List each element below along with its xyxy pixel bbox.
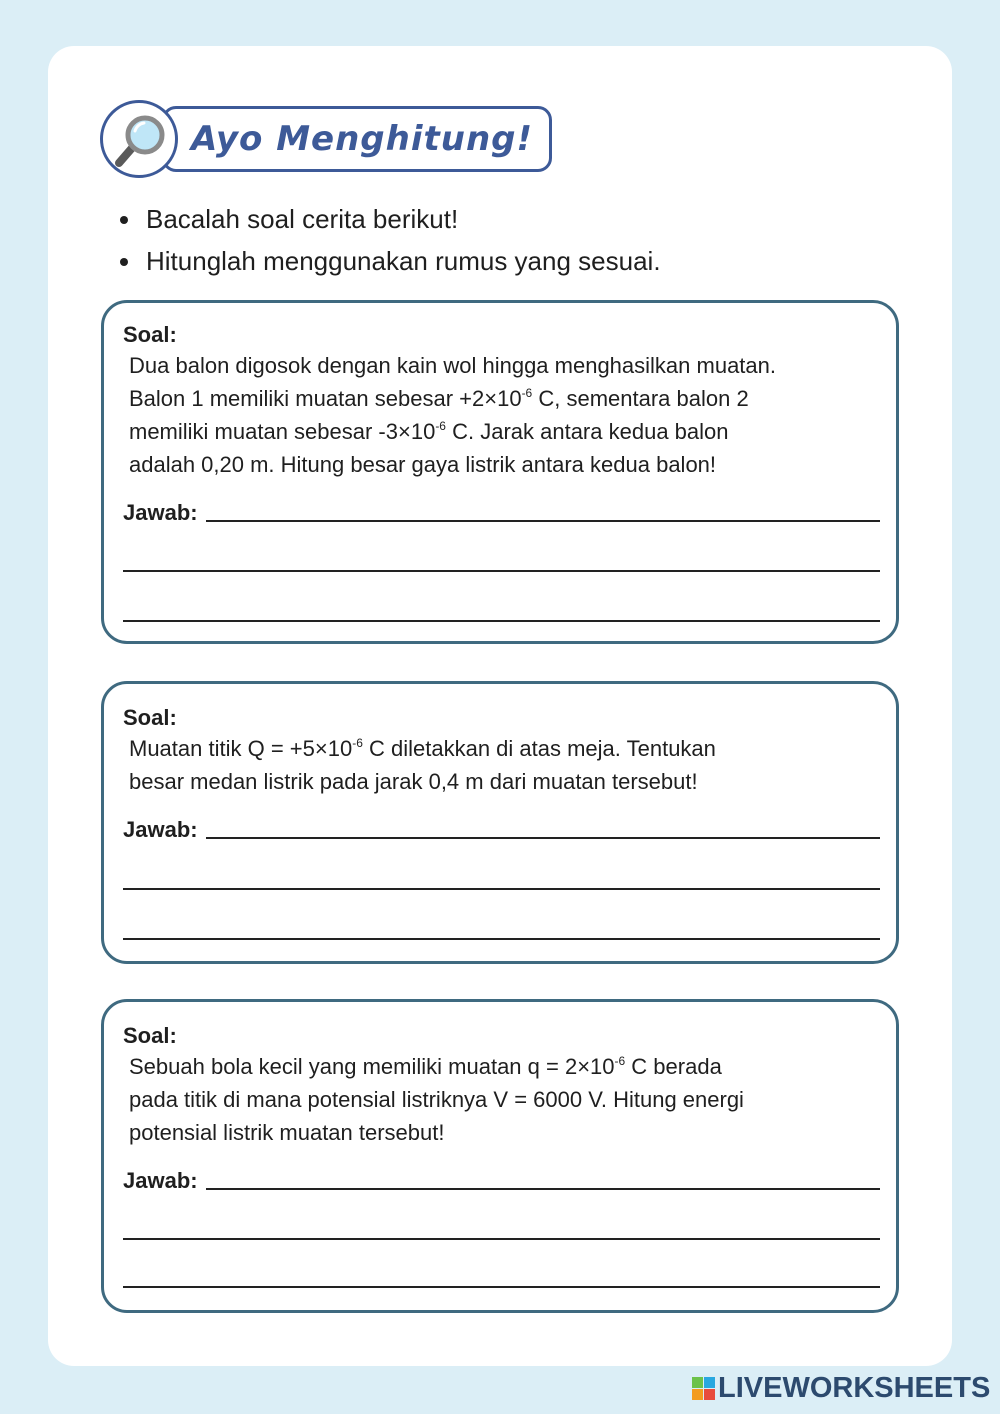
question-card-1 — [101, 300, 899, 644]
question-line: Sebuah bola kecil yang memiliki muatan $q = 2\times 10^{-6}$ C berada — [129, 1054, 722, 1079]
question-line: besar medan listrik pada jarak 0,4 m dari muatan tersebut! — [129, 769, 698, 794]
title-icon-badge — [100, 100, 178, 178]
title-banner — [162, 106, 552, 172]
soal-label: Soal: — [123, 705, 177, 730]
question-line: Balon 1 memiliki muatan sebesar $+2\times 10^{-6}$ C, sementara balon 2 — [129, 386, 749, 411]
question-line: memiliki muatan sebesar $-3\times 10^{-6}$ C. Jarak antara kedua balon — [129, 419, 729, 444]
question-line: Dua balon digosok dengan kain wol hingga menghasilkan muatan. — [129, 353, 777, 378]
jawab-label: Jawab: — [123, 500, 198, 525]
answer-line[interactable] — [123, 1286, 880, 1288]
answer-line[interactable] — [206, 837, 880, 839]
answer-line[interactable] — [206, 1188, 880, 1190]
answer-line[interactable] — [123, 1238, 880, 1240]
question-line: adalah 0,20 m. Hitung besar gaya listrik antara kedua balon! — [129, 452, 717, 477]
question-line: pada titik di mana potensial listriknya V = 6000 V. Hitung energi — [129, 1087, 744, 1112]
question-card-3 — [101, 999, 899, 1313]
magnifier-icon — [111, 111, 169, 169]
soal-label: Soal: — [123, 322, 177, 347]
liveworksheets-logo-icon — [692, 1377, 716, 1401]
page-title: Ayo Menghitung! — [191, 119, 534, 159]
instruction-list — [116, 198, 661, 282]
answer-line[interactable] — [123, 938, 880, 940]
question-text — [129, 349, 889, 481]
instruction-item: Hitunglah menggunakan rumus yang sesuai. — [116, 240, 661, 282]
answer-line[interactable] — [123, 620, 880, 622]
answer-line[interactable] — [206, 520, 880, 522]
answer-line[interactable] — [123, 888, 880, 890]
question-text — [129, 732, 889, 798]
brand-wordmark[interactable]: LIVEWORKSHEETS — [718, 1372, 991, 1404]
question-card-2 — [101, 681, 899, 964]
instruction-item: Bacalah soal cerita berikut! — [116, 198, 661, 240]
question-text — [129, 1050, 889, 1149]
question-line: potensial listrik muatan tersebut! — [129, 1120, 445, 1145]
soal-label: Soal: — [123, 1023, 177, 1048]
jawab-label: Jawab: — [123, 1168, 198, 1193]
jawab-label: Jawab: — [123, 817, 198, 842]
question-line: Muatan titik $Q = +5\times 10^{-6}$ C diletakkan di atas meja. Tentukan — [129, 736, 716, 761]
answer-line[interactable] — [123, 570, 880, 572]
